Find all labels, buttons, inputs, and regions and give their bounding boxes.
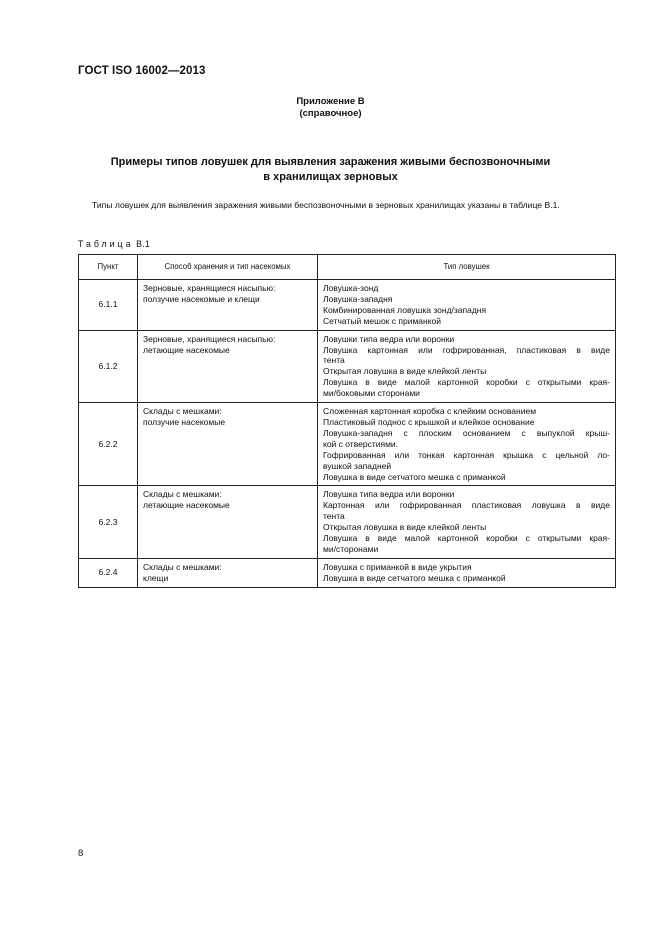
trap-line: Ловушка в виде сетчатого мешка с приманкой: [323, 471, 506, 482]
table-row: [79, 558, 616, 587]
trap-line: ми/сторонами: [323, 543, 379, 554]
document-header: ГОСТ ISO 16002—2013: [78, 65, 206, 77]
intro-paragraph: Типы ловушек для выявления заражения живыми беспозвоночными в зерновых хранилищах указаны в таблице В.1.: [92, 200, 560, 210]
trap-line: Сетчатый мешок с приманкой: [323, 315, 441, 326]
row-item-number: 6.1.1: [79, 280, 138, 331]
table-row: [79, 280, 616, 331]
appendix-title: [80, 155, 581, 185]
header-item: Пункт: [79, 255, 138, 280]
storage-line: Склады с мешками:: [143, 406, 222, 417]
page-number: 8: [78, 848, 84, 859]
storage-line: Склады с мешками:: [143, 561, 222, 572]
trap-line: Ловушка-западня: [323, 293, 393, 304]
header-storage: Способ хранения и тип насекомых: [138, 255, 318, 280]
row-trap-types: [318, 280, 616, 331]
storage-line: Зерновые, хранящиеся насыпью:: [143, 283, 276, 293]
table-caption: [78, 239, 150, 249]
table-row: [79, 330, 616, 402]
trap-types-table: [78, 254, 616, 588]
title-line-1: Примеры типов ловушек для выявления заражения живыми беспозвоночными: [110, 156, 551, 168]
trap-line: ми/боковыми сторонами: [323, 388, 420, 399]
trap-line: Пластиковый поднос с крышкой и клейкое основание: [323, 416, 535, 427]
storage-line: Зерновые, хранящиеся насыпью:: [143, 333, 276, 344]
row-item-number: 6.2.2: [79, 403, 138, 486]
trap-line: Открытая ловушка в виде клейкой ленты: [323, 522, 487, 533]
header-trap-type: Тип ловушек: [318, 255, 616, 280]
trap-line: Ловушка-зонд: [323, 283, 379, 293]
trap-line: тента: [323, 355, 345, 366]
storage-line: ползучие насекомые и клещи: [143, 293, 260, 304]
trap-line: Комбинированная ловушка зонд/западня: [323, 304, 487, 315]
table-row: [79, 403, 616, 486]
row-trap-types: [318, 330, 616, 402]
title-line-2: в хранилищах зерновых: [263, 171, 398, 183]
trap-line: Ловушки типа ведра или воронки: [323, 333, 455, 344]
storage-line: клещи: [143, 572, 169, 583]
table-caption-prefix: Таблица: [78, 239, 134, 249]
trap-line: тента: [323, 511, 345, 522]
storage-line: Склады с мешками:: [143, 489, 222, 500]
row-trap-types: [318, 486, 616, 558]
row-trap-types: [318, 558, 616, 587]
trap-line: Ловушка-западня с плоским основанием с выпуклой крыш-: [323, 427, 610, 438]
table-body: [79, 280, 616, 588]
storage-line: ползучие насекомые: [143, 416, 226, 427]
table-caption-number: В.1: [136, 239, 150, 249]
row-storage-method: [138, 403, 318, 486]
storage-line: летающие насекомые: [143, 344, 230, 355]
row-storage-method: [138, 486, 318, 558]
trap-line: Ловушка типа ведра или воронки: [323, 489, 455, 500]
table-row: [79, 486, 616, 558]
trap-line: Ловушка картонная или гофрированная, пластиковая в виде: [323, 344, 610, 355]
row-item-number: 6.2.4: [79, 558, 138, 587]
row-item-number: 6.1.2: [79, 330, 138, 402]
trap-line: Ловушка с приманкой в виде укрытия: [323, 561, 472, 572]
row-storage-method: [138, 330, 318, 402]
trap-line: кой с отверстиями.: [323, 438, 399, 449]
trap-line: Ловушка в виде сетчатого мешка с приманкой: [323, 572, 506, 583]
row-item-number: 6.2.3: [79, 486, 138, 558]
row-storage-method: [138, 558, 318, 587]
trap-line: вушкой западней: [323, 460, 392, 471]
table-header-row: [79, 255, 616, 280]
appendix-label: Приложение В: [296, 96, 365, 107]
row-trap-types: [318, 403, 616, 486]
trap-line: Ловушка в виде малой картонной коробки с открытыми края-: [323, 377, 610, 388]
row-storage-method: [138, 280, 318, 331]
trap-line: Сложенная картонная коробка с клейким основанием: [323, 406, 537, 417]
storage-line: летающие насекомые: [143, 500, 230, 511]
trap-line: Гофрированная или тонкая картонная крышка с цельной ло-: [323, 449, 610, 460]
trap-line: Картонная или гофрированная пластиковая ловушка в виде: [323, 500, 610, 511]
appendix-heading: [0, 96, 661, 120]
appendix-type: (справочное): [299, 108, 362, 119]
trap-line: Ловушка в виде малой картонной коробки с открытыми края-: [323, 533, 610, 544]
trap-line: Открытая ловушка в виде клейкой ленты: [323, 366, 487, 377]
